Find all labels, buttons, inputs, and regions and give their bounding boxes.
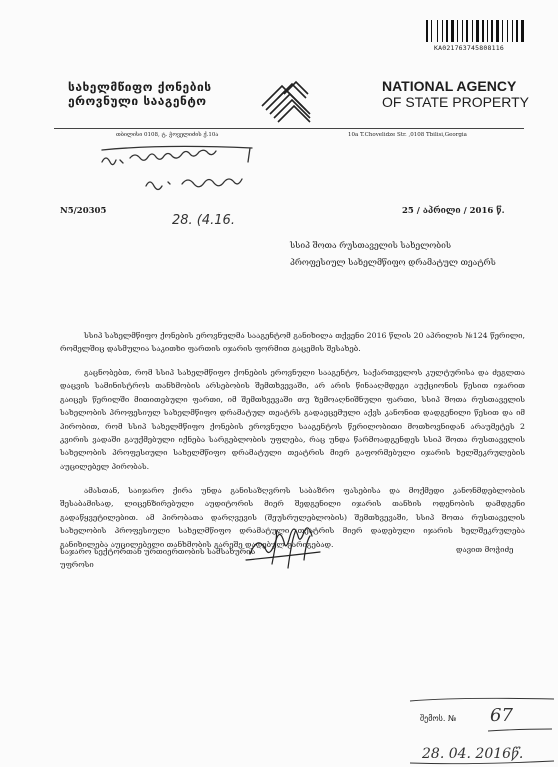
barcode-bar	[487, 20, 488, 42]
barcode-bar	[482, 20, 484, 42]
addressee-line1: სსიპ შოთა რუსთაველის სახელობის	[290, 241, 452, 251]
agency-name-georgian-line1: სახელმწიფო ქონების	[68, 80, 212, 94]
signature	[244, 524, 324, 580]
barcode-bar	[489, 20, 490, 42]
barcode	[426, 20, 530, 42]
barcode-bar	[514, 20, 515, 42]
barcode-bar	[459, 20, 461, 42]
barcode-bar	[521, 20, 524, 42]
barcode-bar	[457, 20, 458, 42]
handwritten-date: 28. (4.16.	[172, 213, 235, 228]
barcode-bar	[516, 20, 518, 42]
handwritten-note	[90, 142, 310, 228]
signer-name: დავით მოჭიძე	[456, 545, 514, 554]
barcode-bar	[494, 20, 495, 42]
barcode-bar	[480, 20, 481, 42]
agency-logo-icon	[258, 72, 316, 124]
barcode-bar	[449, 20, 450, 42]
address-georgian: თბილისი 0108, ტ. ჭოველიძის ქ.10ა	[116, 132, 219, 138]
barcode-bar	[500, 20, 501, 42]
barcode-bar	[442, 20, 443, 42]
barcode-bar	[502, 20, 503, 42]
addressee-line2: პროფესიულ სახელმწიფო დრამატულ თეატრს	[290, 258, 496, 268]
barcode-bar	[431, 20, 432, 42]
barcode-bar	[451, 20, 454, 42]
header-divider	[54, 128, 524, 129]
addressee	[290, 238, 530, 272]
address-english: 10a T.Chovelidze Str. ,0108 Tbilisi,Georgia	[348, 132, 467, 138]
body-paragraph-2: გაცნობებთ, რომ სსიპ სახელმწიფო ქონების ეროვნული სააგენტო, საქართველოს კულტურისა და ძეგლთა დაცვის სამინისტროს თანხმობის არსებობის შემთხვევაში, არ არის წინააღმდეგი აუქციონის წესით იჯარით გაიცეს წერილში მითითებული ფართი, იმ შემთხვევაში თუ ზემოაღნიშნული ფართი, სსიპ შოთა რუსთაველის სახელობის პროფესიულ სახელმწიფო დრამატულ თეატრს გადაეცემული აქვს კანონით დადგენილი წესით და იმ პირობით, რომ სსიპ სახელმწიფო ქონების ეროვნული სააგენტოს წერილობითი მოთხოვნიდან არაუმეტეს 2 კვირის ვადაში გაუქმებული იქნება სარგებლობის უფლება, რაც უნდა წარმოადგენდეს სსიპ შოთა რუსთაველის სახელობის პროფესიული სახელმწიფო დრამატული თეატრის მიერ გაფორმებული იჯარის ხელშეკრულების აუცილებელ პირობას.	[60, 368, 525, 471]
signer-title-line2: უფროსი	[60, 560, 94, 569]
barcode-bar	[491, 20, 493, 42]
barcode-bar	[512, 20, 513, 42]
body-paragraph-1: სსიპ სახელმწიფო ქონების ეროვნულმა სააგენტომ განიხილა თქვენი 2016 წლის 20 აპრილის №124 წერილი, რომელშიც დასმულია საკითხი ფართის იჯარის ფორმით გაცემის შესახებ.	[60, 331, 525, 354]
barcode-bar	[504, 20, 506, 42]
signer-title-line1: საჯარო სექტორთან ურთიერთობის სამსახურის	[60, 547, 256, 556]
barcode-bar	[446, 20, 448, 42]
barcode-bar	[437, 20, 438, 42]
agency-name-english-line2: OF STATE PROPERTY	[382, 94, 530, 110]
stamp-number-text: 67	[490, 705, 513, 726]
barcode-bar	[485, 20, 486, 42]
stamp-label: შემოს. №	[420, 714, 457, 723]
signer-title	[60, 545, 260, 571]
agency-name-english	[382, 78, 529, 110]
barcode-bar	[474, 20, 475, 42]
barcode-bar	[426, 20, 428, 42]
barcode-bar	[464, 20, 465, 42]
barcode-bar	[439, 20, 441, 42]
barcode-bar	[507, 20, 508, 42]
stamp-number	[488, 702, 528, 726]
stamp-date	[420, 738, 550, 764]
barcode-bar	[472, 20, 473, 42]
reference-date: 25 / აპრილი / 2016 წ.	[402, 206, 505, 216]
barcode-bar	[455, 20, 456, 42]
barcode-number: KA021763745808116	[434, 44, 504, 52]
reference-number: N5/20305	[60, 206, 107, 216]
stamp-date-text: 28. 04. 2016წ.	[422, 746, 524, 762]
agency-name-georgian	[68, 80, 212, 108]
barcode-bar	[519, 20, 520, 42]
barcode-bar	[429, 20, 430, 42]
barcode-bar	[496, 20, 499, 42]
barcode-bar	[476, 20, 479, 42]
agency-name-english-line1: NATIONAL AGENCY	[382, 78, 517, 94]
barcode-bar	[509, 20, 511, 42]
barcode-bar	[433, 20, 436, 42]
barcode-bar	[466, 20, 468, 42]
barcode-bar	[469, 20, 471, 42]
barcode-bar	[444, 20, 445, 42]
barcode-bar	[462, 20, 463, 42]
agency-name-georgian-line2: ეროვნული სააგენტო	[68, 94, 207, 108]
body-paragraph-3: ამასთან, საიჯარო ქირა უნდა განისაზღვროს საბაზრო ფასებისა და მოქმედი კანონმდებლობის შესაბამისად, ლიცენზირებული აუდიტორის მიერ შედგენილი იჯარის თანხის ოდენობის დამდგენი გადაწყვეტილებით. ამ პირობათა დარღვევის (შეუსრულებლობის) შემთხვევაში, სსიპ შოთა რუსთაველის სახელობის პროფესიული სახელმწიფო დრამატული თეატრის მიერ დადებული იჯარის ხელშეკრულება განიხილება აუცილებელი თანხმობის გარეშე დადებულ გარიგებად.	[60, 486, 525, 549]
